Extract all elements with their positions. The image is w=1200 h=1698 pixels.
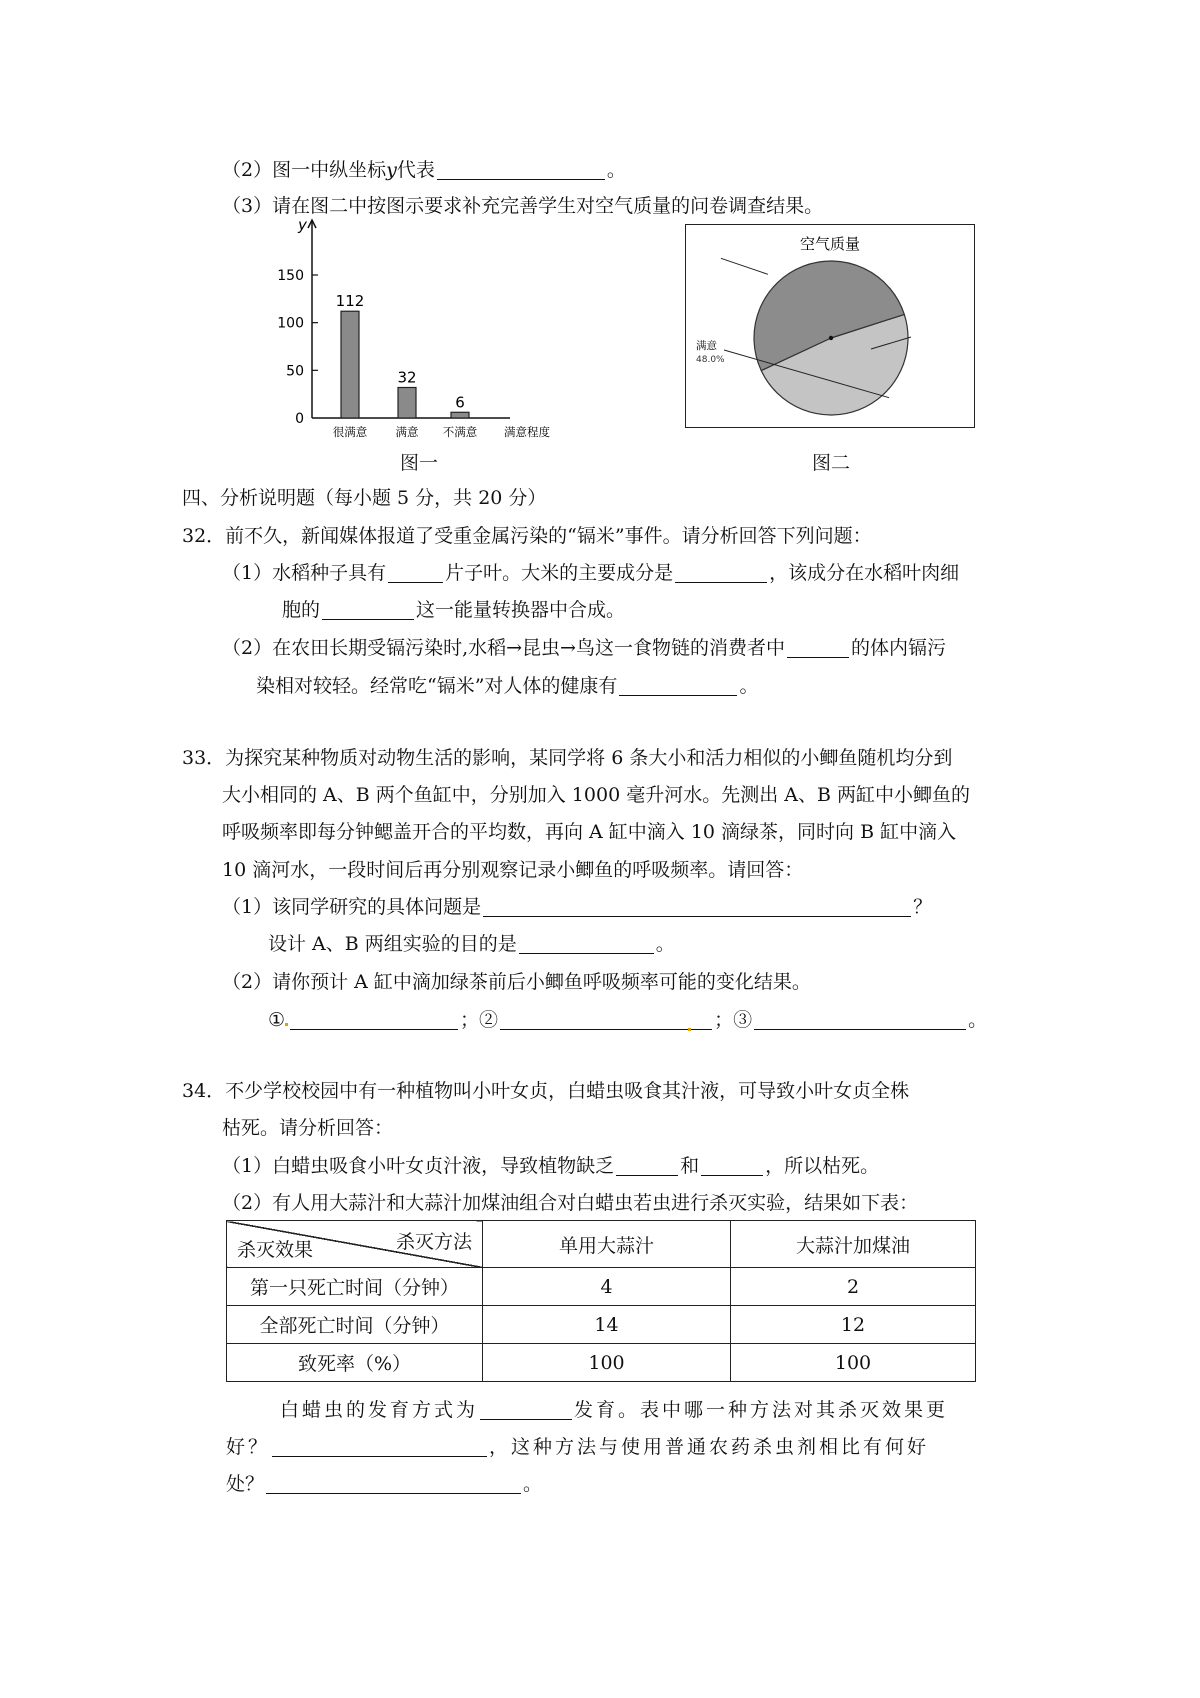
answer-blank[interactable] [701,1155,763,1176]
marker-dot [688,1028,691,1031]
table-cell: 12 [731,1306,976,1344]
table-row-label: 全部死亡时间（分钟） [227,1306,483,1344]
y-tick-label: 100 [277,315,304,332]
table-cell: 4 [483,1268,731,1306]
q33-sub1-line2: 设计 A、B 两组实验的目的是 。 [268,933,675,955]
answer-blank[interactable] [437,159,605,180]
table-cell: 2 [731,1268,976,1306]
corner-top-label: 杀灭方法 [395,1231,472,1253]
table-row-label: 致死率（%） [227,1344,483,1382]
answer-blank[interactable] [619,675,737,696]
q32-sub2-line2: 染相对较轻。经常吃“镉米”对人体的健康有 。 [256,675,759,697]
leader-line [721,258,768,274]
table-row-label: 第一只死亡时间（分钟） [227,1268,483,1306]
table-cell: 14 [483,1306,731,1344]
slice-value-label: 48.0% [696,355,725,365]
q34-sub1: （1）白蜡虫吸食小叶女贞汁液，导致植物缺乏 和 ，所以枯死。 [222,1155,880,1177]
table-row [227,1306,976,1344]
q34-line2: 枯死。请分析回答： [222,1117,394,1139]
q33-line1: 33．为探究某种物质对动物生活的影响，某同学将 6 条大小和活力相似的小鲫鱼随机均分到 [182,747,953,769]
slice-label: 满意 [696,340,717,352]
answer-blank[interactable] [290,1009,458,1030]
bar [398,387,416,418]
variable-y: y [386,159,397,181]
table-header-row [227,1221,976,1268]
q32-stem: 32．前不久，新闻媒体报道了受重金属污染的“镉米”事件。请分析回答下列问题： [182,525,872,547]
x-tick-label: 不满意 [442,425,478,439]
answer-blank[interactable] [754,1009,966,1030]
answer-blank[interactable] [616,1155,678,1176]
q33-line2: 大小相同的 A、B 两个鱼缸中，分别加入 1000 毫升河水。先测出 A、B 两缸中小鲫鱼的 [222,784,970,806]
y-tick-label: 150 [277,268,304,284]
data-label: 112 [335,292,365,311]
q34-para-line2: 好？ ，这种方法与使用普通农药杀虫剂相比有何好 [226,1436,930,1458]
q33-line3: 呼吸频率即每分钟鳃盖开合的平均数，再向 A 缸中滴入 10 滴绿茶，同时向 B 缸中滴入 [222,821,957,843]
table-cell: 100 [731,1344,976,1382]
answer-blank[interactable] [266,1473,521,1494]
answer-blank[interactable] [322,599,414,620]
answer-blank[interactable] [272,1436,487,1457]
table-column-header: 单用大蒜汁 [483,1221,731,1268]
answer-blank[interactable] [483,896,911,917]
answer-blank[interactable] [519,933,654,954]
answer-blank[interactable] [675,562,767,583]
table-row [227,1344,976,1382]
q34-para-line1: 白蜡虫的发育方式为 发育。表中哪一种方法对其杀灭效果更 [280,1399,949,1421]
q31-sub3: （3）请在图二中按图示要求补充完善学生对空气质量的问卷调查结果。 [222,195,824,217]
figure1-caption: 图一 [400,452,439,474]
y-tick-label: 0 [295,411,304,427]
x-axis-label: 满意程度 [504,425,550,439]
answer-blank[interactable] [480,1399,572,1420]
q31-sub2: （2）图一中纵坐标y代表 。 [222,159,626,181]
y-axis-label: y [298,216,307,234]
pie-chart [686,225,974,427]
q32-sub2-line1: （2）在农田长期受镉污染时,水稻→昆虫→鸟这一食物链的消费者中 的体内镉污 [222,637,946,659]
x-tick-label: 很满意 [332,425,368,439]
table-corner-cell [227,1221,483,1268]
q33-sub1-line1: （1）该同学研究的具体问题是 ？ [222,896,933,918]
marker-dot [285,1023,288,1026]
q33-sub2: （2）请你预计 A 缸中滴加绿茶前后小鲫鱼呼吸频率可能的变化结果。 [222,971,811,993]
pie-title: 空气质量 [799,235,861,253]
pie-center [829,336,833,340]
q33-choices: ① ；② ；③ 。 [268,1009,988,1031]
bar [451,412,469,418]
figure2-caption: 图二 [812,452,851,474]
q32-sub1-line2: 胞的 这一能量转换器中合成。 [282,599,626,621]
table-row [227,1268,976,1306]
answer-blank[interactable] [787,637,849,658]
pie-chart-frame [685,224,975,428]
data-label: 6 [455,393,465,412]
q34-para-line3: 处？ 。 [226,1473,543,1495]
answer-blank[interactable] [500,1009,712,1030]
x-tick-label: 满意 [395,425,419,439]
corner-bottom-label: 杀灭效果 [237,1239,314,1261]
q33-line4: 10 滴河水，一段时间后再分别观察记录小鲫鱼的呼吸频率。请回答： [222,859,804,881]
table-column-header: 大蒜汁加煤油 [731,1221,976,1268]
q34-sub2: （2）有人用大蒜汁和大蒜汁加煤油组合对白蜡虫若虫进行杀灭实验，结果如下表： [222,1192,919,1214]
kill-effect-table [226,1220,976,1382]
section4-title: 四、分析说明题（每小题 5 分，共 20 分） [182,487,547,509]
bar-chart [265,215,615,445]
data-label: 32 [397,368,417,387]
answer-blank[interactable] [388,562,443,583]
y-tick-label: 50 [286,363,304,380]
table-cell: 100 [483,1344,731,1382]
bar [341,311,359,418]
q32-sub1-line1: （1）水稻种子具有 片子叶。大米的主要成分是 ，该成分在水稻叶肉细 [222,562,960,584]
q34-line1: 34．不少学校校园中有一种植物叫小叶女贞，白蜡虫吸食其汁液，可导致小叶女贞全株 [182,1080,910,1102]
